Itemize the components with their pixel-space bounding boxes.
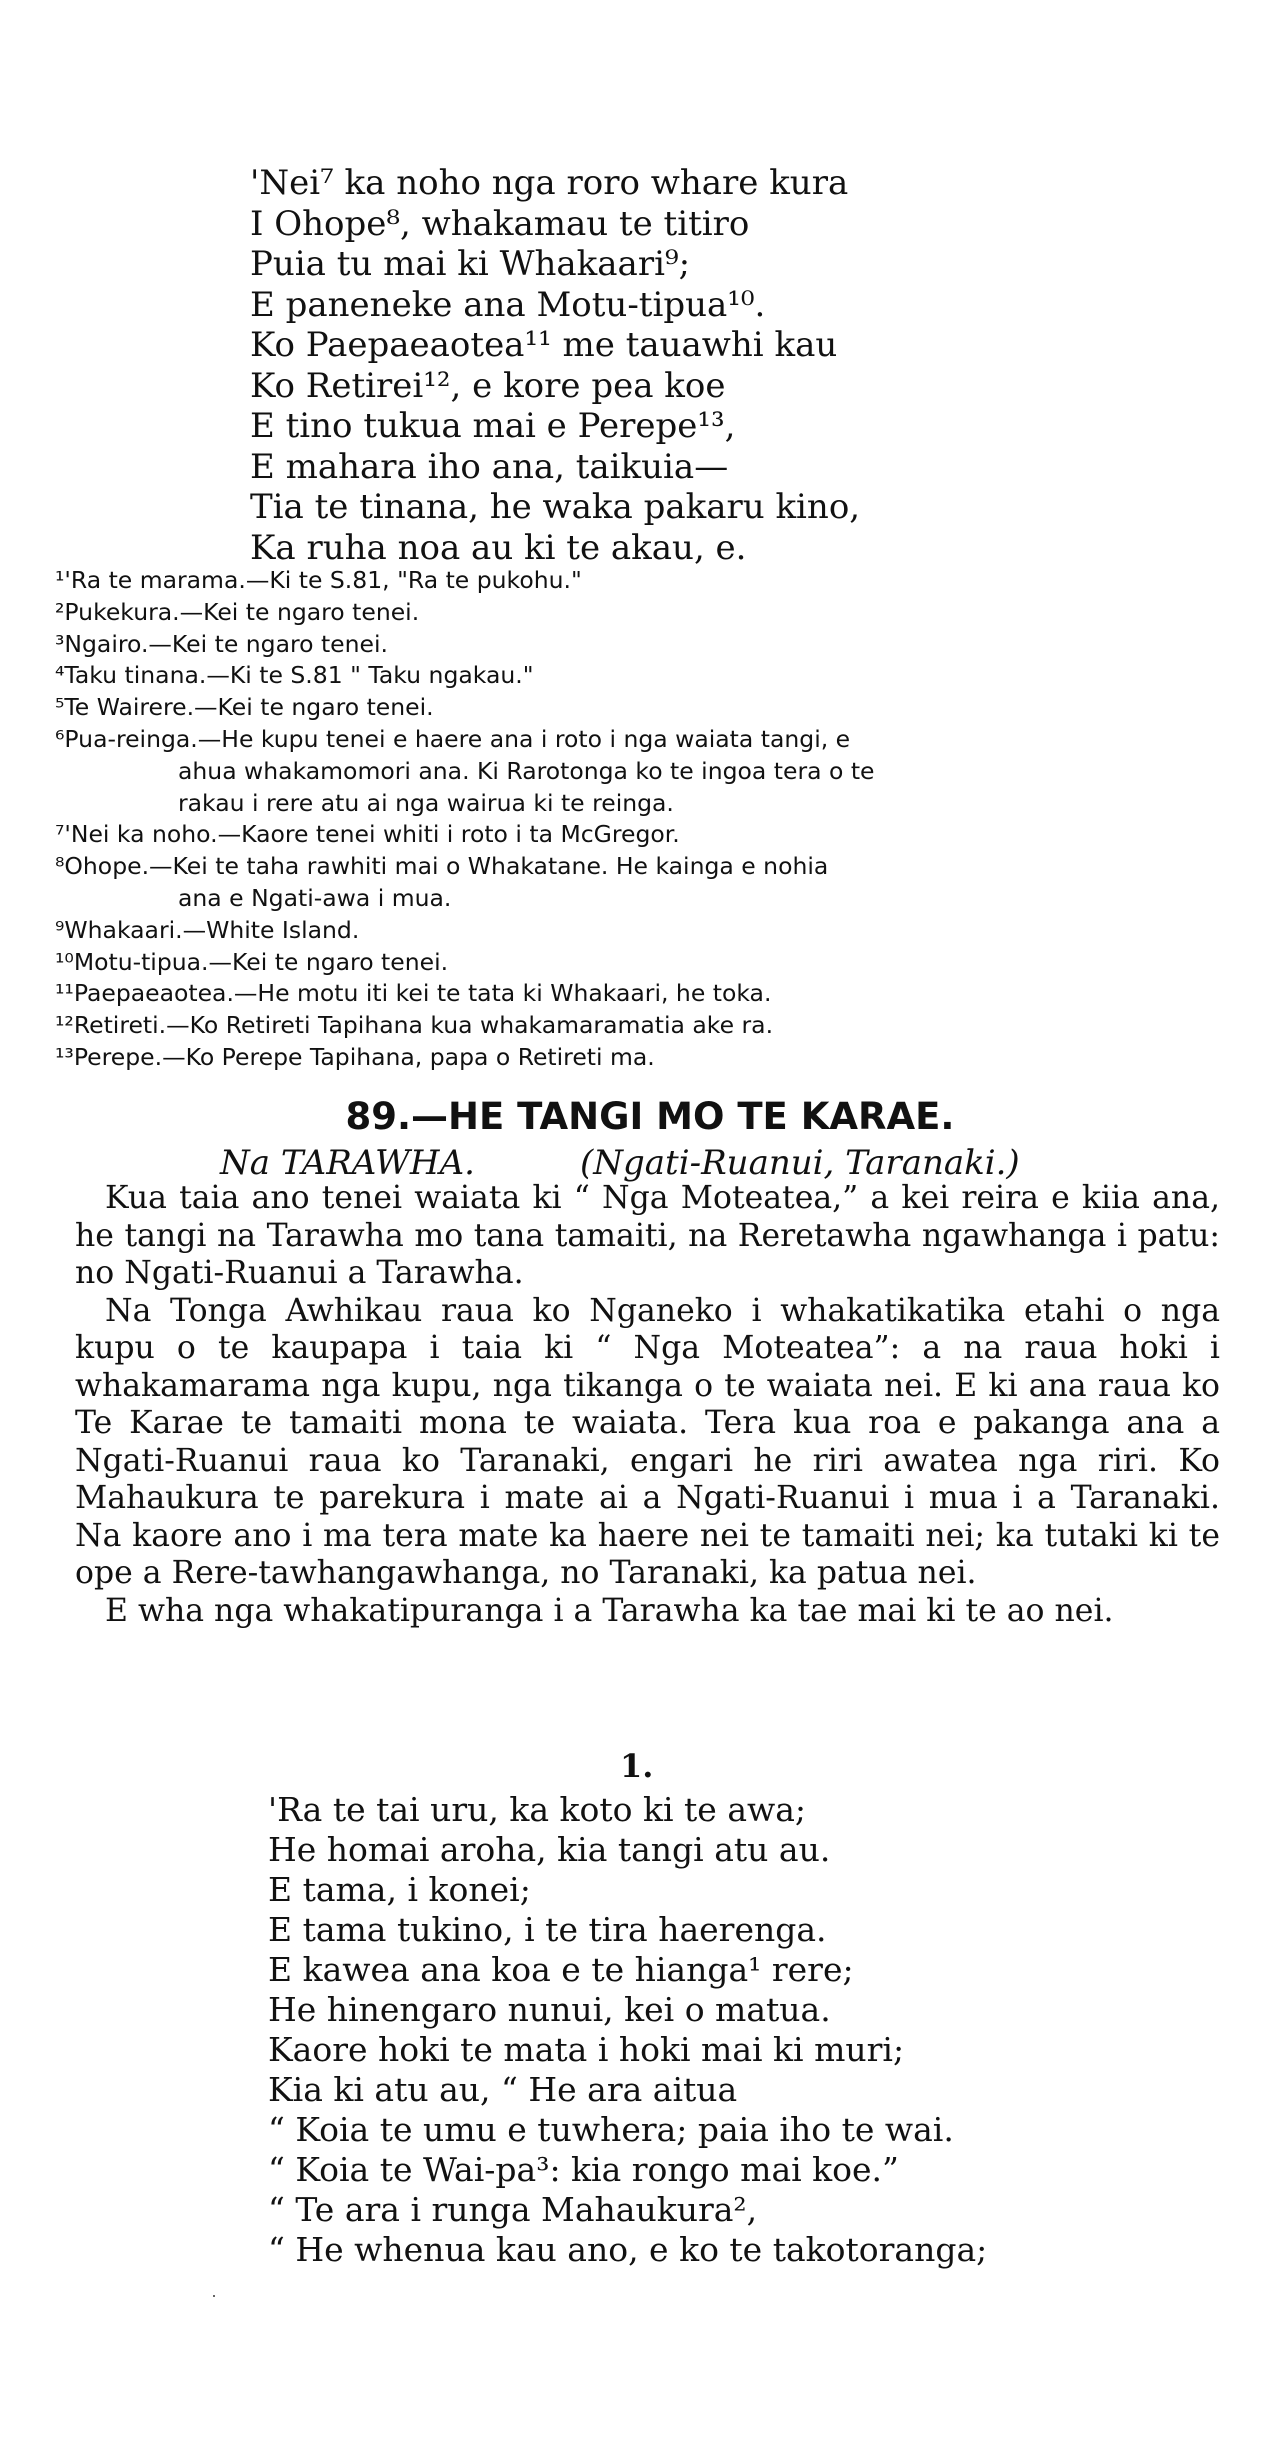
tribe-name: (Ngati-Ruanui, Taranaki.) xyxy=(580,1143,1020,1183)
poem-line: He hinengaro nunui, kei o matua. xyxy=(268,1990,831,2029)
footnote: ¹'Ra te marama.—Ki te S.81, "Ra te pukohu." xyxy=(55,566,582,594)
paragraph: Kua taia ano tenei waiata ki “ Nga Moteatea,” a kei reira e kiia ana, he tangi na Tarawha mo tana tamaiti, na Reretawha ngawhanga i patu: no Ngati-Ruanui a Tarawha. xyxy=(75,1180,1220,1291)
poem-line: “ Te ara i runga Mahaukura², xyxy=(268,2190,758,2229)
footnote: ⁹Whakaari.—White Island. xyxy=(55,915,360,944)
footnote: ²Pukekura.—Kei te ngaro tenei. xyxy=(55,597,420,626)
footnote: ⁵Te Wairere.—Kei te ngaro tenei. xyxy=(55,693,434,722)
footnote-continuation: ahua whakamomori ana. Ki Rarotonga ko te ingoa tera o te xyxy=(178,756,875,785)
stanza-number: 1. xyxy=(620,1747,654,1785)
footnote: ⁶Pua-reinga.—He kupu tenei e haere ana i roto i nga waiata tangi, e ahua whakamomori ana. Ki Rarotonga ko te ingoa tera o te rakau i rere atu ai nga wairua ki te reinga. xyxy=(55,724,1235,819)
footnotes xyxy=(55,565,1235,1074)
verse-line: 'Nei⁷ ka noho nga roro whare kura xyxy=(250,163,849,203)
prose-body xyxy=(75,1180,1220,1630)
footnote: ¹⁰Motu-tipua.—Kei te ngaro tenei. xyxy=(55,947,449,976)
poem-line: He homai aroha, kia tangi atu au. xyxy=(268,1830,831,1869)
print-speck xyxy=(213,2295,215,2297)
verse-line: E mahara iho ana, taikuia— xyxy=(250,446,729,487)
verse-line: E tino tukua mai e Perepe¹³, xyxy=(250,406,736,446)
poem-line: 'Ra te tai uru, ka koto ki te awa; xyxy=(268,1790,807,1829)
verse-line: I Ohope⁸, whakamau te titiro xyxy=(250,203,750,244)
poem-line: “ Koia te Wai-pa³: kia rongo mai koe.” xyxy=(268,2150,899,2189)
paragraph: Na Tonga Awhikau raua ko Nganeko i whakatikatika etahi o nga kupu o te kaupapa i taia ki “ Nga Moteatea”: a na raua hoki i whakamarama nga kupu, nga tikanga o te waiata nei. E ki ana raua ko Te Karae te tamaiti mona te waiata. Tera kua roa e pakanga ana a Ngati-Ruanui raua ko Taranaki, engari he riri awatea nga riri. Ko Mahaukura te parekura i mate ai a Ngati-Ruanui i mua i a Taranaki. Na kaore ano i ma tera mate ka haere nei te tamaiti nei; ka tutaki ki te ope a Rere-tawhangawhanga, no Taranaki, ka patua nei. xyxy=(75,1292,1220,1591)
footnote: ⁷'Nei ka noho.—Kaore tenei whiti i roto i ta McGregor. xyxy=(55,820,680,849)
poem-line: “ Koia te umu e tuwhera; paia iho te wai. xyxy=(268,2110,954,2149)
paragraph: E wha nga whakatipuranga i a Tarawha ka tae mai ki te ao nei. xyxy=(105,1592,1114,1629)
poem-line: E kawea ana koa e te hianga¹ rere; xyxy=(268,1950,854,1989)
footnote: ³Ngairo.—Kei te ngaro tenei. xyxy=(55,629,388,658)
section-heading xyxy=(0,1095,1280,1183)
footnote: ¹¹Paepaeaotea.—He motu iti kei te tata ki Whakaari, he toka. xyxy=(55,979,772,1008)
footnote-continuation: rakau i rere atu ai nga wairua ki te reinga. xyxy=(178,788,674,817)
verse-block xyxy=(250,163,1150,568)
poem-line: E tama, i konei; xyxy=(268,1870,531,1909)
verse-line: Puia tu mai ki Whakaari⁹; xyxy=(250,244,691,284)
poem-stanza xyxy=(268,1790,1168,2270)
author-name: Na TARAWHA. xyxy=(220,1143,475,1183)
poem-line: Kia ki atu au, “ He ara aitua xyxy=(268,2070,738,2109)
poem-line: “ He whenua kau ano, e ko te takotoranga; xyxy=(268,2230,988,2269)
poem-line: Kaore hoki te mata i hoki mai ki muri; xyxy=(268,2030,905,2069)
footnote: ⁴Taku tinana.—Ki te S.81 " Taku ngakau." xyxy=(55,661,534,690)
verse-line: E paneneke ana Motu-tipua¹⁰. xyxy=(250,284,766,325)
footnote-continuation: ana e Ngati-awa i mua. xyxy=(178,883,452,912)
verse-line: Ko Paepaeaotea¹¹ me tauawhi kau xyxy=(250,325,838,365)
verse-line: Tia te tinana, he waka pakaru kino, xyxy=(250,487,861,527)
section-title: 89.—HE TANGI MO TE KARAE. xyxy=(345,1095,955,1138)
poem-line: E tama tukino, i te tira haerenga. xyxy=(268,1910,827,1949)
footnote: ¹³Perepe.—Ko Perepe Tapihana, papa o Retireti ma. xyxy=(55,1042,655,1071)
footnote: ⁸Ohope.—Kei te taha rawhiti mai o Whakatane. He kainga e nohia ana e Ngati-awa i mua. xyxy=(55,851,1235,915)
verse-line: Ko Retirei¹², e kore pea koe xyxy=(250,365,726,406)
verse-line: Ka ruha noa au ki te akau, e. xyxy=(250,527,747,568)
footnote: ¹²Retireti.—Ko Retireti Tapihana kua whakamaramatia ake ra. xyxy=(55,1011,774,1040)
